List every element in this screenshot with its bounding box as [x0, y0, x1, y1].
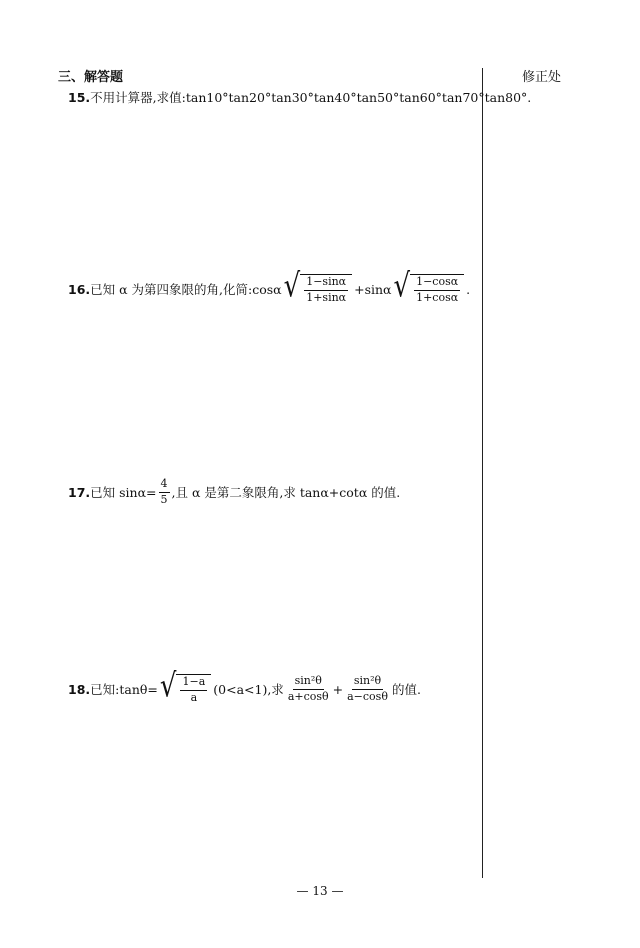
question-number: 16.	[68, 281, 91, 297]
operator-text: +	[332, 681, 344, 697]
question-text-prefix: 已知 sinα=	[90, 485, 157, 501]
question-17	[68, 478, 400, 506]
fraction-numerator: 1−a	[180, 676, 207, 691]
question-number: 17.	[68, 484, 91, 500]
question-text-prefix: 已知 α 为第四象限的角,化简:cosα	[90, 282, 282, 298]
sqrt-expression-2: √ $\frac{1-\cos\alpha}{1+\cos\alpha}$	[394, 274, 465, 304]
fraction-numerator: sin²θ	[293, 675, 324, 690]
fraction-denominator: a−cosθ	[347, 689, 388, 703]
fraction-denominator: a	[190, 690, 198, 704]
fraction-2	[345, 675, 390, 703]
question-15	[68, 88, 531, 106]
fraction-denominator: 5	[160, 492, 168, 506]
fraction-denominator: a+cosθ	[287, 689, 329, 703]
question-18	[68, 667, 421, 706]
sqrt-expression: √ $\frac{1-a}{a}$	[160, 674, 211, 704]
question-suffix: ,且 α 是第二象限角,求 tanα+cotα 的值.	[171, 485, 401, 501]
fraction-numerator: 4	[159, 478, 170, 493]
correction-column-label: 修正处	[522, 70, 562, 85]
fraction-2	[414, 276, 460, 304]
question-16	[68, 267, 471, 306]
page-number: — 13 —	[296, 884, 344, 898]
fraction	[180, 676, 207, 704]
fraction-numerator: sin²θ	[352, 675, 383, 690]
fraction-numerator: 1−cosα	[414, 276, 460, 291]
question-suffix: .	[466, 281, 471, 297]
condition-text: (0<a<1),求	[213, 682, 284, 698]
fraction	[159, 478, 170, 506]
question-text: 不用计算器,求值:tan10°tan20°tan30°tan40°tan50°tan60°tan70°tan80°.	[90, 90, 532, 105]
fraction-1	[286, 675, 331, 703]
question-text-prefix: 已知:tanθ=	[90, 682, 158, 698]
fraction-denominator: 1+cosα	[416, 290, 459, 304]
fraction-numerator: 1−sinα	[304, 276, 348, 291]
fraction-1	[304, 276, 348, 304]
question-suffix: 的值.	[391, 682, 421, 698]
section-title: 三、解答题	[58, 70, 124, 85]
fraction-denominator: 1+sinα	[306, 290, 347, 304]
operator-text: +sinα	[354, 281, 392, 297]
column-divider	[482, 68, 483, 878]
question-number: 15.	[68, 89, 91, 105]
question-number: 18.	[68, 681, 91, 697]
sqrt-expression-1: √ $\frac{1-\sin\alpha}{1+\sin\alpha}$	[284, 274, 352, 304]
